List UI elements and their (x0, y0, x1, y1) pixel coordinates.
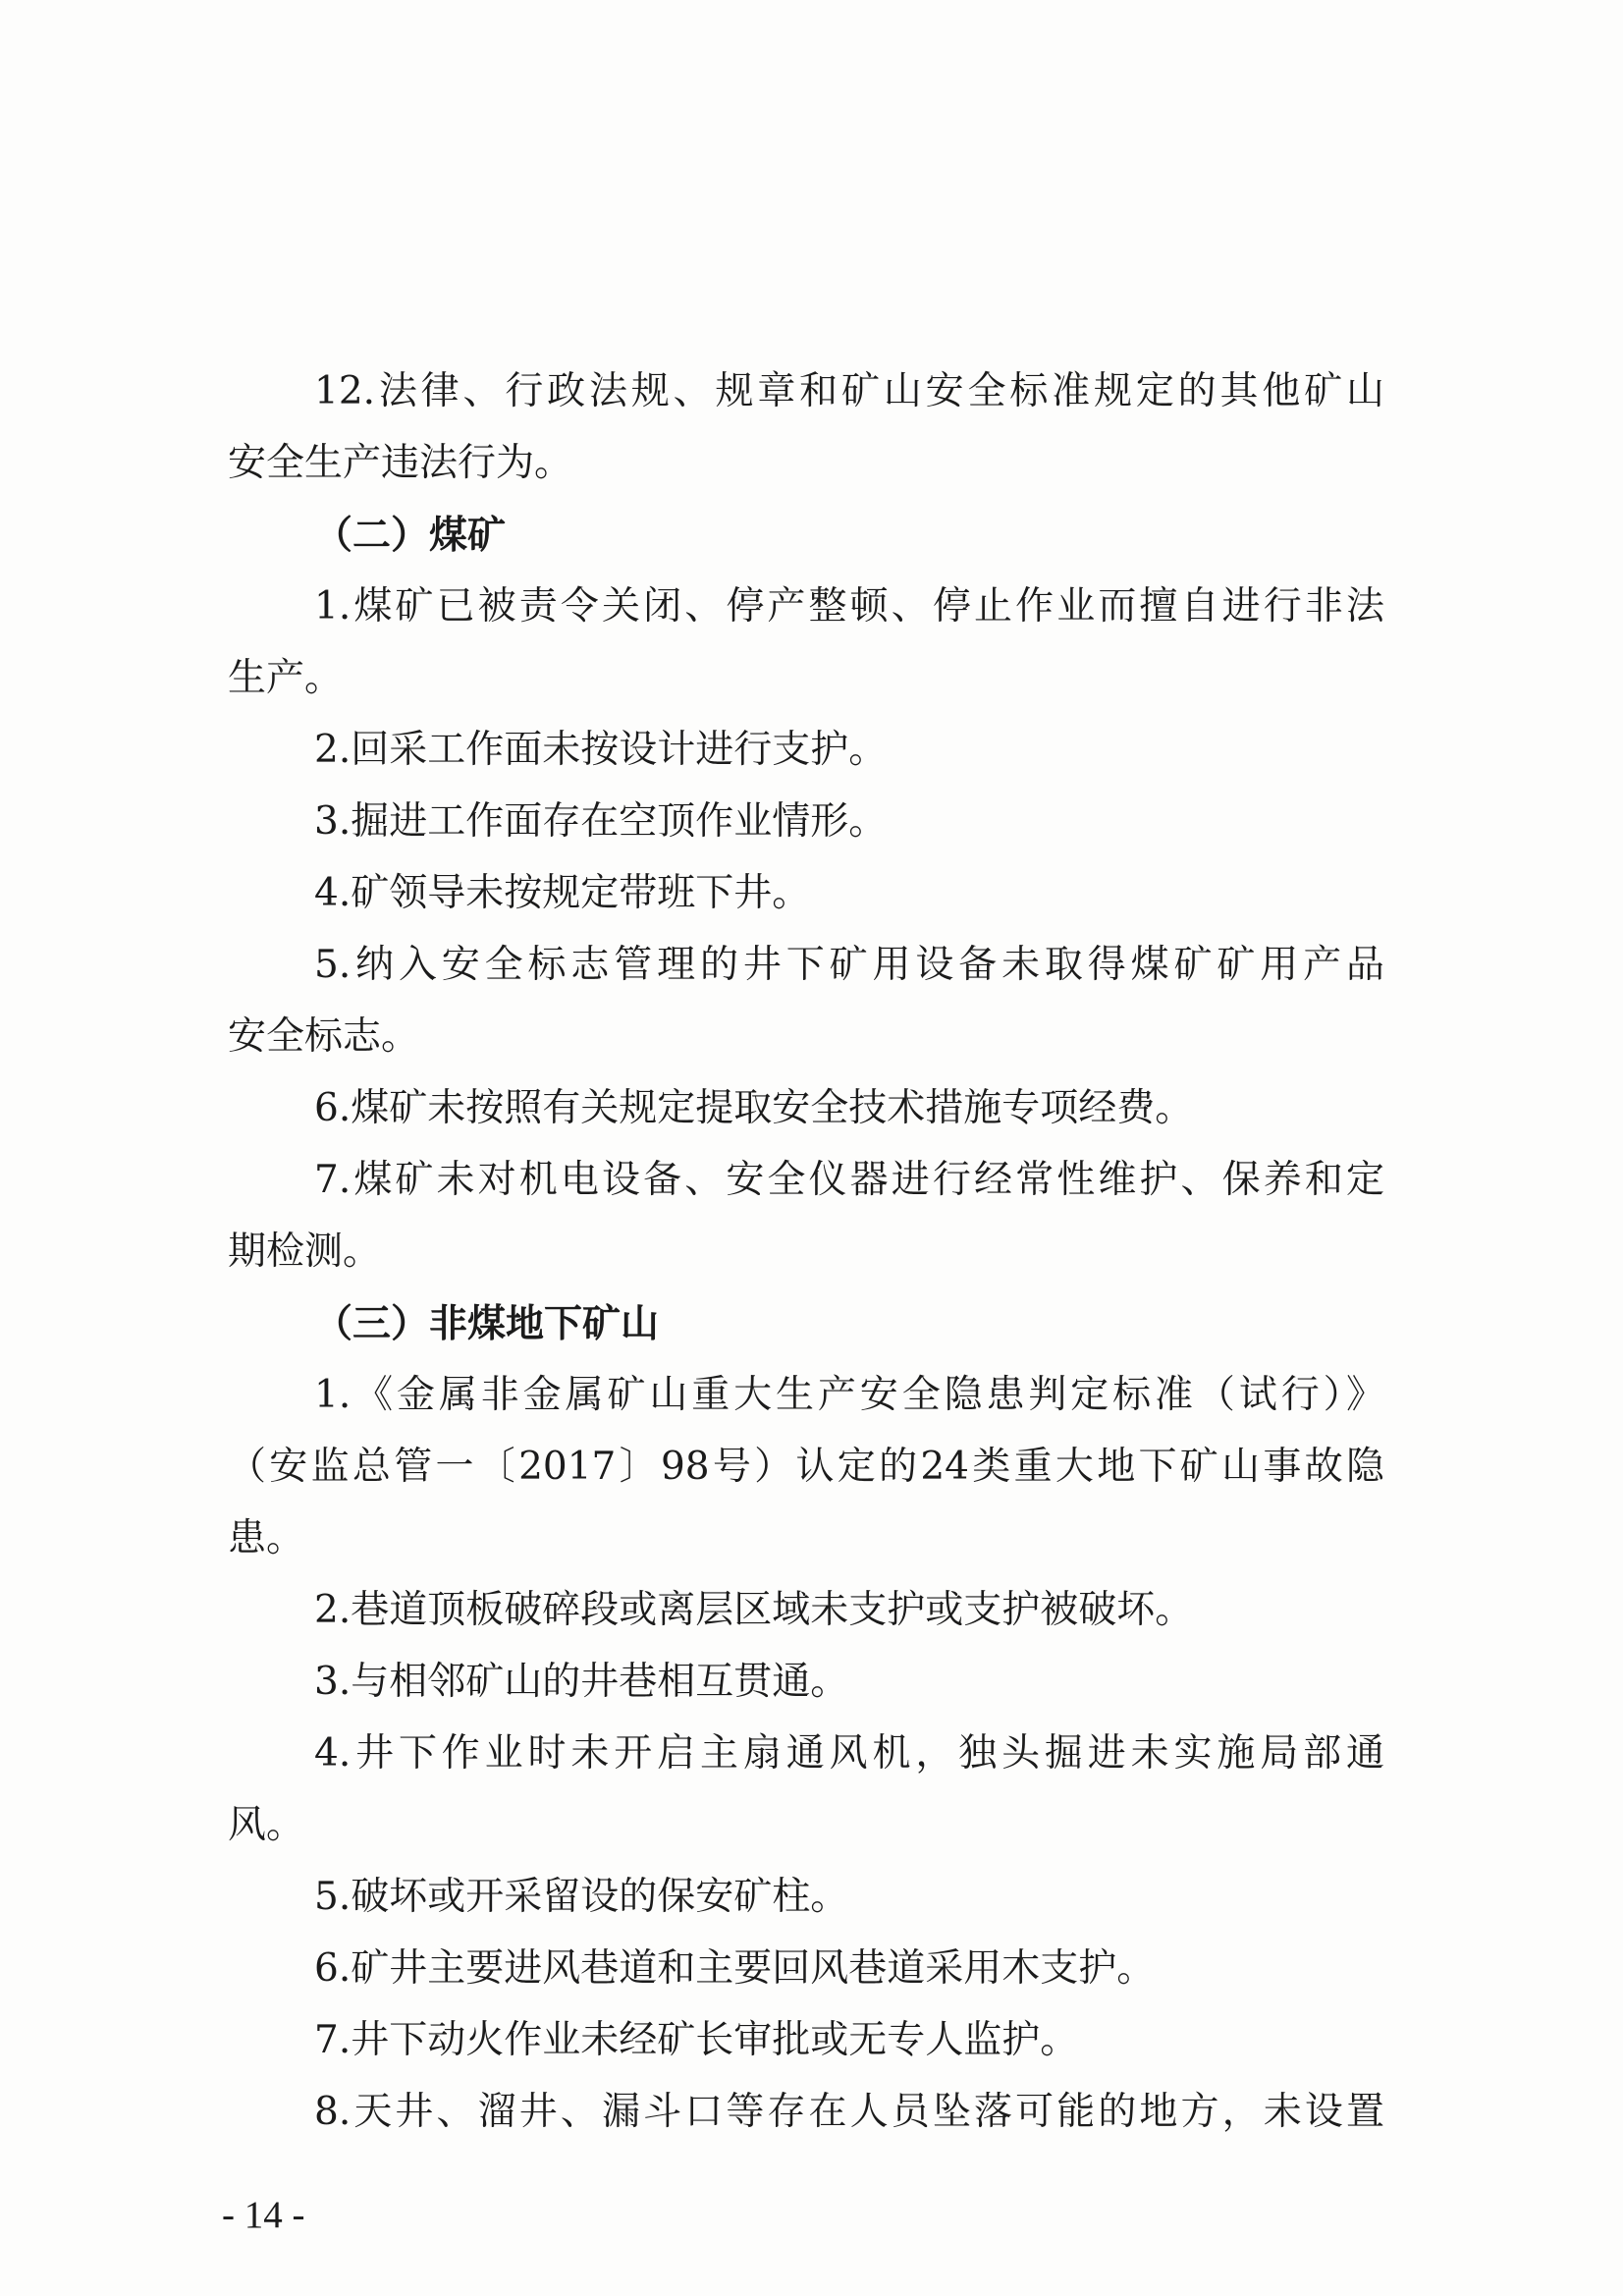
text-line: 6.矿井主要进风巷道和主要回风巷道采用木支护。 (314, 1946, 1156, 1991)
text-line: 5.破坏或开采留设的保安矿柱。 (314, 1875, 849, 1919)
text-line: 安全生产违法行为。 (228, 441, 573, 485)
section-heading: （二）煤矿 (314, 513, 507, 558)
text-line: 4.井下作业时未开启主扇通风机，独头掘进未实施局部通 (314, 1731, 1384, 1776)
text-line: 8.天井、溜井、漏斗口等存在人员坠落可能的地方，未设置 (314, 2090, 1384, 2134)
text-line: 3.掘进工作面存在空顶作业情形。 (314, 799, 888, 844)
text-line: 4.矿领导未按规定带班下井。 (314, 871, 811, 915)
text-line: 12.法律、行政法规、规章和矿山安全标准规定的其他矿山 (314, 369, 1384, 413)
text-line: 期检测。 (228, 1230, 382, 1274)
text-line: 安全标志。 (228, 1014, 420, 1059)
text-line: 2.巷道顶板破碎段或离层区域未支护或支护被破坏。 (314, 1588, 1194, 1632)
text-line: 患。 (228, 1516, 305, 1560)
text-line: 2.回采工作面未按设计进行支护。 (314, 728, 888, 772)
text-line: 生产。 (228, 656, 344, 700)
text-line: 5.纳入安全标志管理的井下矿用设备未取得煤矿矿用产品 (314, 943, 1384, 987)
text-line: （安监总管一〔2017〕98号）认定的24类重大地下矿山事故隐 (228, 1445, 1384, 1489)
text-line: 6.煤矿未按照有关规定提取安全技术措施专项经费。 (314, 1086, 1194, 1130)
page-number: - 14 - (222, 2194, 305, 2236)
text-line: 1.煤矿已被责令关闭、停产整顿、停止作业而擅自进行非法 (314, 584, 1384, 629)
text-line: 7.煤矿未对机电设备、安全仪器进行经常性维护、保养和定 (314, 1158, 1384, 1202)
text-line: 3.与相邻矿山的井巷相互贯通。 (314, 1660, 849, 1704)
section-heading: （三）非煤地下矿山 (314, 1301, 660, 1346)
text-line: 风。 (228, 1803, 305, 1847)
text-line: 1.《金属非金属矿山重大生产安全隐患判定标准（试行）》 (314, 1373, 1384, 1417)
text-line: 7.井下动火作业未经矿长审批或无专人监护。 (314, 2018, 1079, 2062)
